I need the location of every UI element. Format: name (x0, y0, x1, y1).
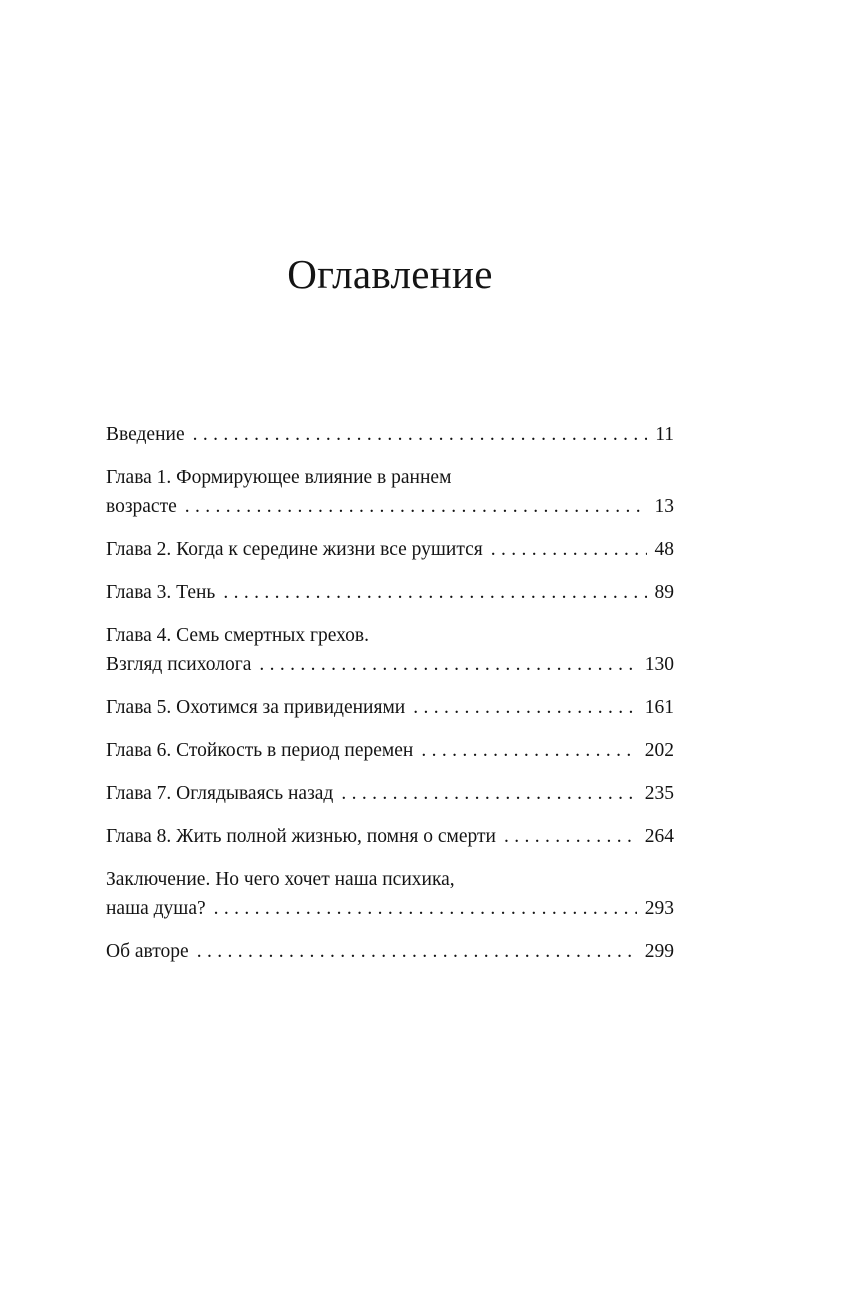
table-of-contents (106, 420, 674, 980)
toc-entry-title: Глава 4. Семь смертных грехов. (106, 625, 369, 646)
toc-page-number: 293 (644, 898, 674, 919)
dot-leader (421, 736, 636, 765)
toc-entry-about-author[interactable] (106, 937, 674, 966)
toc-page-number: 202 (644, 740, 674, 761)
dot-leader (197, 937, 637, 966)
toc-entry-chapter-5[interactable] (106, 693, 674, 722)
dot-leader (259, 650, 636, 679)
toc-entry-chapter-2[interactable] (106, 535, 674, 564)
toc-entry-introduction[interactable] (106, 420, 674, 449)
toc-entry-title-continued: возрасте (106, 496, 177, 517)
toc-page-number: 299 (644, 941, 674, 962)
toc-page-number: 48 (654, 539, 674, 560)
dot-leader (185, 492, 647, 521)
toc-entry-chapter-4[interactable] (106, 621, 674, 679)
toc-entry-title-continued: наша душа? (106, 898, 206, 919)
toc-entry-chapter-6[interactable] (106, 736, 674, 765)
toc-entry-chapter-7[interactable] (106, 779, 674, 808)
toc-entry-chapter-1[interactable] (106, 463, 674, 521)
dot-leader (223, 578, 646, 607)
toc-entry-title: Введение (106, 424, 185, 445)
toc-entry-title: Глава 3. Тень (106, 582, 216, 603)
toc-page-number: 130 (644, 654, 674, 675)
toc-entry-title: Глава 8. Жить полной жизнью, помня о смерти (106, 826, 496, 847)
toc-page-number: 13 (654, 496, 674, 517)
toc-page-number: 264 (644, 826, 674, 847)
toc-entry-title: Об авторе (106, 941, 189, 962)
toc-entry-title: Глава 2. Когда к середине жизни все рушится (106, 539, 483, 560)
page-title: Оглавление (287, 251, 493, 297)
dot-leader (341, 779, 636, 808)
dot-leader (193, 420, 648, 449)
toc-page-number: 161 (644, 697, 674, 718)
toc-entry-conclusion[interactable] (106, 865, 674, 923)
dot-leader (214, 894, 637, 923)
dot-leader (413, 693, 637, 722)
toc-entry-title: Глава 6. Стойкость в период перемен (106, 740, 414, 761)
toc-entry-title-continued: Взгляд психолога (106, 654, 252, 675)
dot-leader (504, 822, 637, 851)
toc-entry-title: Глава 7. Оглядываясь назад (106, 783, 334, 804)
toc-entry-title: Глава 5. Охотимся за привидениями (106, 697, 406, 718)
toc-entry-chapter-3[interactable] (106, 578, 674, 607)
toc-page-number: 89 (654, 582, 674, 603)
toc-page-number: 11 (655, 424, 674, 445)
toc-entry-title: Глава 1. Формирующее влияние в раннем (106, 467, 452, 488)
toc-entry-chapter-8[interactable] (106, 822, 674, 851)
toc-page-number: 235 (644, 783, 674, 804)
dot-leader (491, 535, 647, 564)
toc-entry-title: Заключение. Но чего хочет наша психика, (106, 869, 455, 890)
